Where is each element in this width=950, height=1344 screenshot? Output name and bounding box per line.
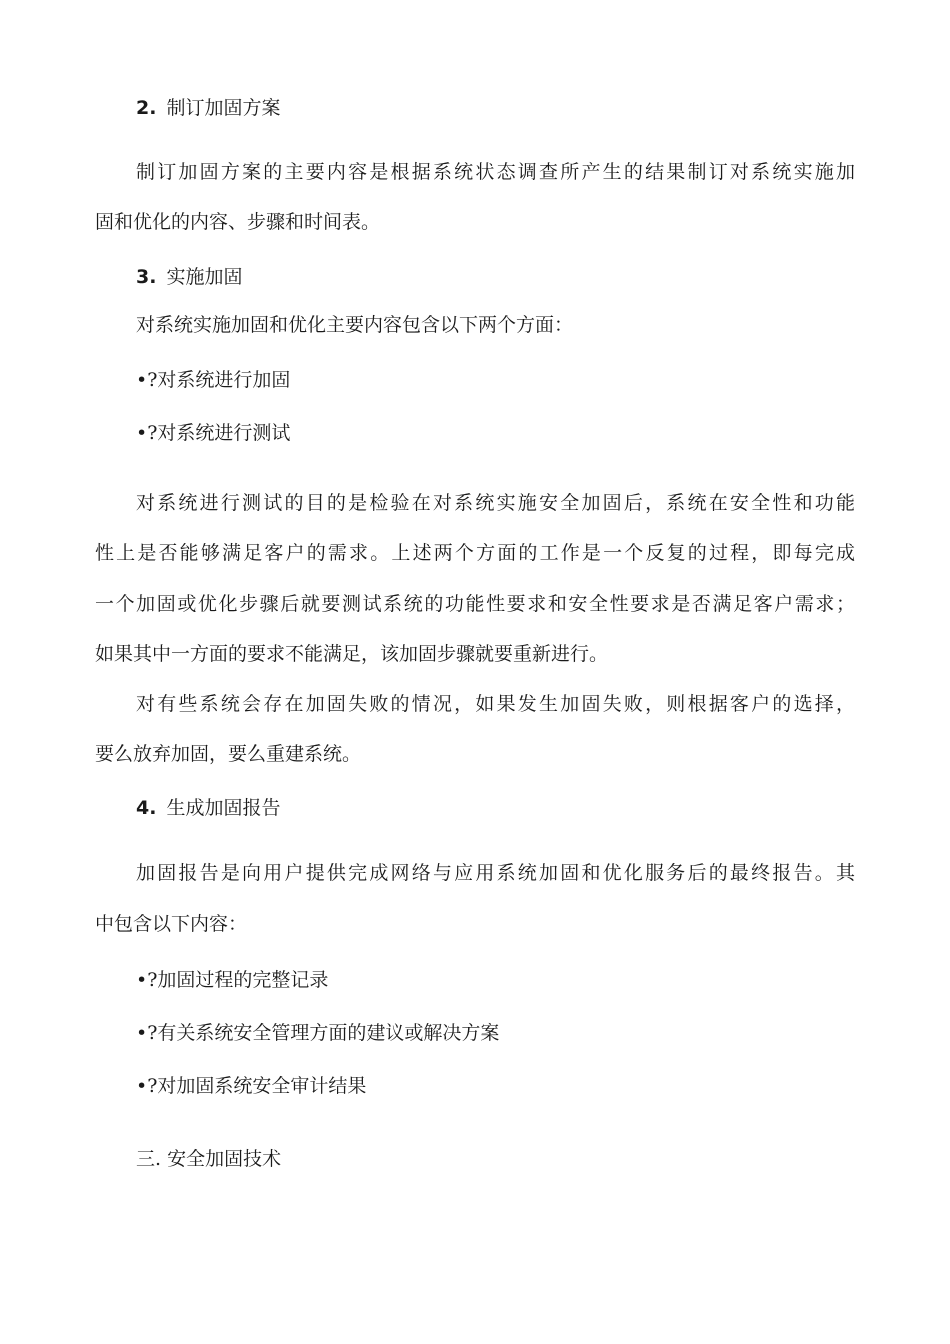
section-number: 4. (136, 797, 157, 819)
paragraph-line: 对有些系统会存在加固失败的情况，如果发生加固失败，则根据客户的选择， (136, 693, 855, 715)
paragraph-line: 制订加固方案的主要内容是根据系统状态调查所产生的结果制订对系统实施加 (136, 161, 855, 183)
section-number: 2. (136, 97, 157, 119)
paragraph-line: 对系统实施加固和优化主要内容包含以下两个方面： (136, 314, 574, 336)
paragraph-line: 一个加固或优化步骤后就要测试系统的功能性要求和安全性要求是否满足客户需求； (95, 593, 855, 615)
bullet-item: •?有关系统安全管理方面的建议或解决方案 (136, 1022, 500, 1044)
section-heading-3 (136, 265, 855, 289)
section-title: 制订加固方案 (166, 97, 281, 119)
paragraph-line: 中包含以下内容： (95, 913, 248, 935)
paragraph-line: 要么放弃加固，要么重建系统。 (95, 743, 362, 765)
section-number: 3. (136, 266, 157, 288)
chapter-heading: 三. 安全加固技术 (136, 1148, 282, 1170)
paragraph-line: 固和优化的内容、步骤和时间表。 (95, 211, 381, 233)
section-heading-2 (136, 96, 855, 120)
paragraph-line: 对系统进行测试的目的是检验在对系统实施安全加固后，系统在安全性和功能 (136, 492, 855, 514)
paragraph-line: 如果其中一方面的要求不能满足，该加固步骤就要重新进行。 (95, 643, 609, 665)
section-heading-4 (136, 796, 855, 820)
bullet-item: •?加固过程的完整记录 (136, 969, 329, 991)
section-title: 生成加固报告 (166, 797, 281, 819)
paragraph-line: 加固报告是向用户提供完成网络与应用系统加固和优化服务后的最终报告。其 (136, 862, 855, 884)
bullet-item: •?对系统进行测试 (136, 422, 291, 444)
bullet-item: •?对系统进行加固 (136, 369, 291, 391)
section-title: 实施加固 (166, 266, 243, 288)
paragraph-line: 性上是否能够满足客户的需求。上述两个方面的工作是一个反复的过程，即每完成 (95, 542, 855, 564)
bullet-item: •?对加固系统安全审计结果 (136, 1075, 367, 1097)
